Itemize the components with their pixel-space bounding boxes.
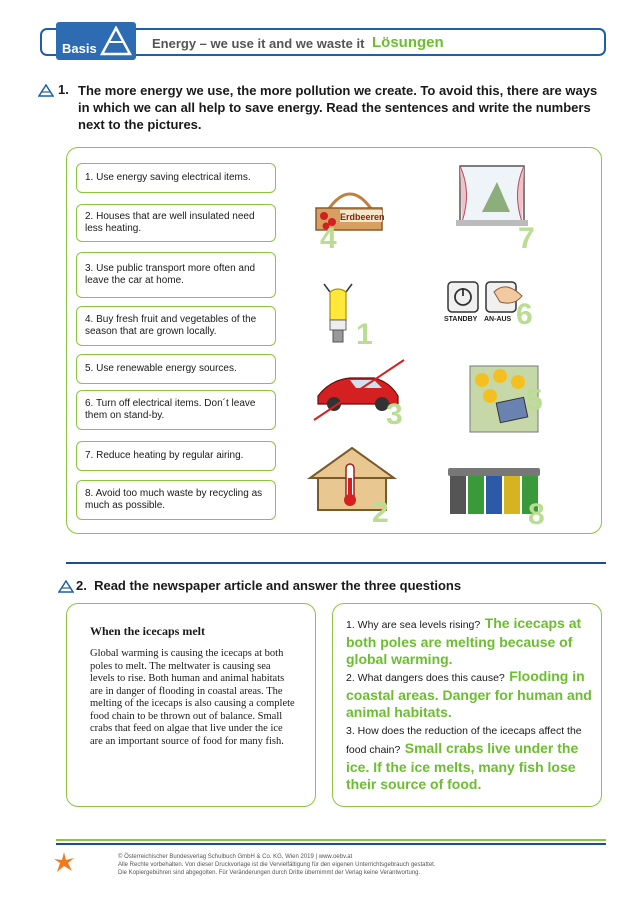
- page-title: Energy – we use it and we waste it: [152, 36, 365, 51]
- recycling-bins-icon: [448, 464, 540, 520]
- footer-copyright: © Österreichischer Bundesverlag Schulbuch GmbH & Co. KG, Wien 2019 | www.oebv.at Alle Rechte vorbehalten. Von dieser Druckvorlage ist die Vervielfältigung für den eigenen Unterrichtsgebrauch gestattet. Die Kopiergebühren sind abgegolten. Für Veränderungen durch Dritte übernimmt der Verlag keine Verantwortung.: [118, 854, 436, 876]
- answer-number: 3: [386, 398, 403, 431]
- question-3: 3. How does the reduction of the icecaps affect the food chain?: [346, 725, 582, 756]
- answer-3: Small crabs live under the ice. If the ice melts, many fish lose their source of food.: [346, 740, 579, 792]
- triangle-logo-icon: [100, 26, 132, 56]
- energy-saving-bulb-icon: [318, 280, 358, 350]
- section-divider: [66, 562, 606, 564]
- sentence-7: 7. Reduce heating by regular airing.: [76, 441, 276, 471]
- onoff-label: AN-AUS: [484, 316, 512, 323]
- answer-1: The icecaps at both poles are melting because of global warming.: [346, 615, 582, 667]
- answer-number: 4: [320, 222, 337, 255]
- sentence-2: 2. Houses that are well insulated need less heating.: [76, 204, 276, 242]
- sentence-1: 1. Use energy saving electrical items.: [76, 163, 276, 193]
- sentence-5: 5. Use renewable energy sources.: [76, 354, 276, 384]
- footer-line-blue: [56, 843, 606, 845]
- sentence-8: 8. Avoid too much waste by recycling as much as possible.: [76, 480, 276, 520]
- standby-label: STANDBY: [444, 316, 478, 323]
- article-body: Global warming is causing the icecaps at both poles to melt. The meltwater is causing sea levels to rise. Both human and animal habitats are in danger of flooding in coastal areas. The melting of the icecaps is also causing a complete food chain to be thrown out of balance. Small crabs that feed on algae that live under the ice are an important source of food for many fish.: [90, 648, 295, 747]
- task-difficulty-icon: [58, 580, 74, 593]
- task-difficulty-icon: [38, 84, 54, 97]
- answer-number: 5: [526, 384, 543, 417]
- question-answer-list: [346, 615, 592, 793]
- answer-number: 7: [518, 222, 535, 255]
- answer-number: 2: [372, 496, 389, 529]
- sentence-3: 3. Use public transport more often and leave the car at home.: [76, 252, 276, 298]
- answer-number: 8: [528, 498, 545, 531]
- publisher-logo-icon: [52, 850, 76, 874]
- basis-logo: [56, 22, 136, 60]
- answer-number: 1: [356, 318, 373, 351]
- article-title: When the icecaps melt: [90, 624, 205, 638]
- sentence-4: 4. Buy fresh fruit and vegetables of the season that are grown locally.: [76, 306, 276, 346]
- answer-2: Flooding in coastal areas. Danger for human and animal habitats.: [346, 668, 592, 720]
- task2-instruction: 2. Read the newspaper article and answer the three questions: [76, 578, 462, 593]
- footer-line-green: [56, 839, 606, 841]
- question-2: 2. What dangers does this cause?: [346, 672, 505, 684]
- sentence-6: 6. Turn off electrical items. Don´t leave them on stand-by.: [76, 390, 276, 430]
- task1-instruction: The more energy we use, the more pollution we create. To avoid this, there are ways in which we can all help to save energy. Read the sentences and write the numbers next to the pictures.: [78, 83, 598, 132]
- answer-number: 6: [516, 298, 533, 331]
- question-1: 1. Why are sea levels rising?: [346, 619, 481, 631]
- solution-label: Lösungen: [372, 34, 444, 51]
- task1-number: 1.: [58, 82, 69, 97]
- basket-label: Erdbeeren: [340, 212, 385, 222]
- logo-text: Basis: [62, 41, 97, 56]
